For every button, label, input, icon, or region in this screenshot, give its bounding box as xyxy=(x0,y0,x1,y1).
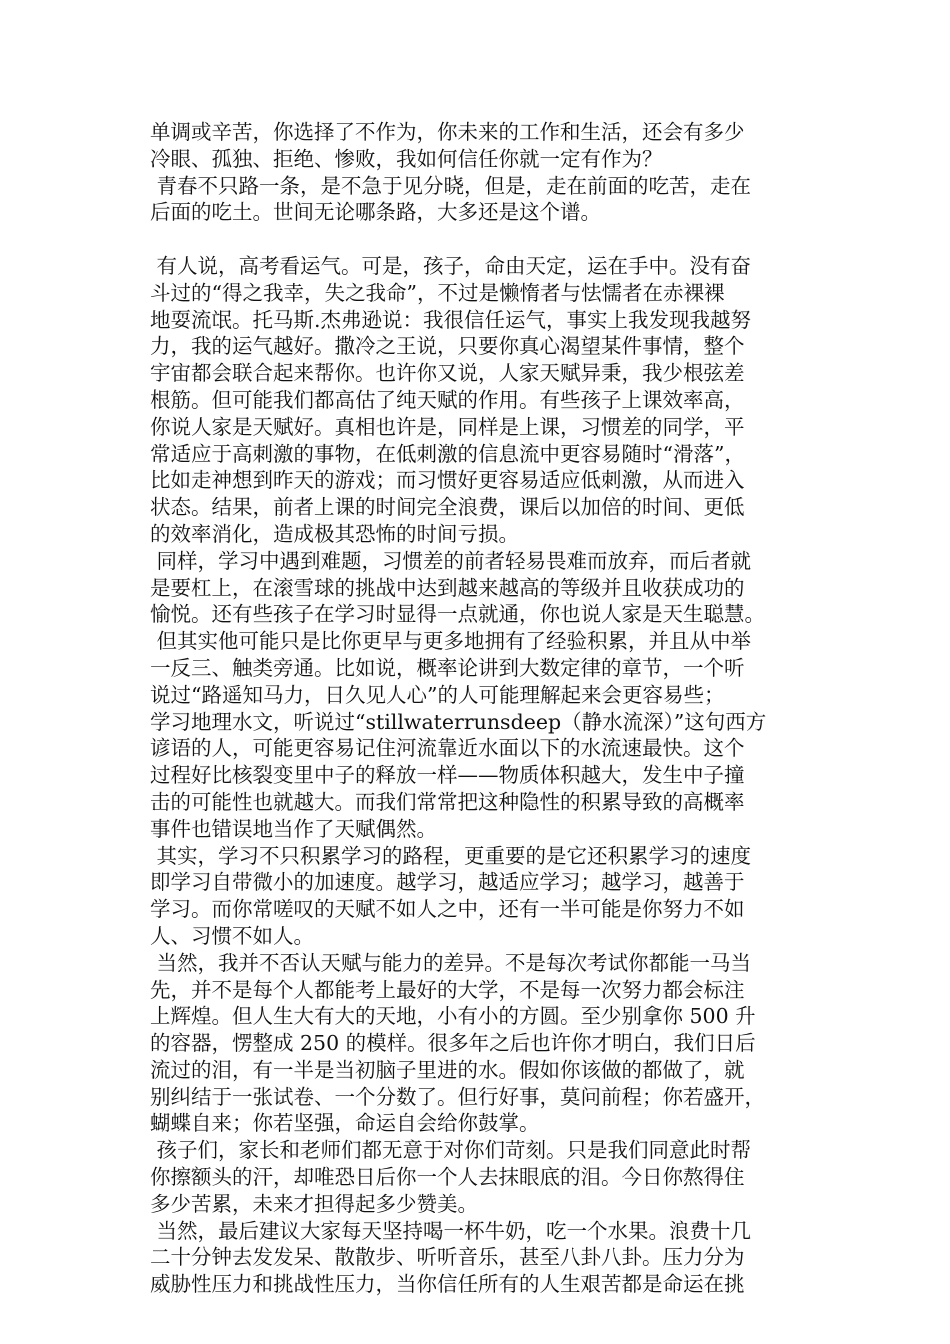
text-line: 青春不只路一条，是不急于见分晓，但是，走在前面的吃苦，走在 xyxy=(150,173,752,198)
text-line: 冷眼、孤独、拒绝、惨败，我如何信任你就一定有作为？ xyxy=(150,146,663,171)
text-line: 你擦额头的汗，却唯恐日后你一个人去抹眼底的泪。今日你熬得住 xyxy=(150,1165,745,1190)
text-line: 斗过的“得之我幸，失之我命”，不过是懒惰者与怯懦者在赤裸裸 xyxy=(150,280,725,305)
text-line: 你说人家是天赋好。真相也许是，同样是上课，习惯差的同学，平 xyxy=(150,414,745,439)
text-line: 的效率消化，造成极其恐怖的时间亏损。 xyxy=(150,521,519,546)
text-line: 学习地理水文，听说过“stillwaterrunsdeep（静水流深）”这句西方 xyxy=(150,709,767,734)
text-line: 有人说，高考看运气。可是，孩子，命由天定，运在手中。没有奋 xyxy=(150,253,752,278)
text-line: 当然，我并不否认天赋与能力的差异。不是每次考试你都能一马当 xyxy=(150,950,752,975)
text-line: 多少苦累，未来才担得起多少赞美。 xyxy=(150,1191,478,1216)
text-line: 谚语的人，可能更容易记住河流靠近水面以下的水流速最快。这个 xyxy=(150,736,745,761)
text-line: 一反三、触类旁通。比如说，概率论讲到大数定律的章节，一个听 xyxy=(150,655,745,680)
text-line: 同样，学习中遇到难题，习惯差的前者轻易畏难而放弃，而后者就 xyxy=(150,548,752,573)
text-line: 别纠结于一张试卷、一个分数了。但行好事，莫问前程；你若盛开， xyxy=(150,1084,765,1109)
text-line: 说过“路遥知马力，日久见人心”的人可能理解起来会更容易些； xyxy=(150,682,725,707)
text-line: 根筋。但可能我们都高估了纯天赋的作用。有些孩子上课效率高， xyxy=(150,387,745,412)
text-line: 过程好比核裂变里中子的释放一样——物质体积越大，发生中子撞 xyxy=(150,763,745,788)
text-line: 学习。而你常嗟叹的天赋不如人之中，还有一半可能是你努力不如 xyxy=(150,897,745,922)
text-line: 蝴蝶自来；你若坚强，命运自会给你鼓掌。 xyxy=(150,1111,540,1136)
text-line: 其实，学习不只积累学习的路程，更重要的是它还积累学习的速度 xyxy=(150,843,752,868)
text-line: 孩子们，家长和老师们都无意于对你们苛刻。只是我们同意此时帮 xyxy=(150,1138,752,1163)
text-line: 击的可能性也就越大。而我们常常把这种隐性的积累导致的高概率 xyxy=(150,789,745,814)
text-line: 愉悦。还有些孩子在学习时显得一点就通，你也说人家是天生聪慧。 xyxy=(150,602,765,627)
text-line: 事件也错误地当作了天赋偶然。 xyxy=(150,816,437,841)
text-line: 上辉煌。但人生大有大的天地，小有小的方圆。至少别拿你 500 升 xyxy=(150,1004,756,1029)
text-line: 宇宙都会联合起来帮你。也许你又说，人家天赋异秉，我少根弦差 xyxy=(150,361,745,386)
text-line: 二十分钟去发发呆、散散步、听听音乐，甚至八卦八卦。压力分为 xyxy=(150,1245,745,1270)
text-line: 单调或辛苦，你选择了不作为，你未来的工作和生活，还会有多少 xyxy=(150,120,745,144)
text-line: 比如走神想到昨天的游戏；而习惯好更容易适应低刺激，从而进入 xyxy=(150,468,745,493)
text-line: 流过的泪，有一半是当初脑子里进的水。假如你该做的都做了，就 xyxy=(150,1057,745,1082)
text-line: 后面的吃土。世间无论哪条路，大多还是这个谱。 xyxy=(150,200,601,225)
text-line: 当然，最后建议大家每天坚持喝一杯牛奶，吃一个水果。浪费十几 xyxy=(150,1218,752,1243)
text-line: 是要杠上，在滚雪球的挑战中达到越来越高的等级并且收获成功的 xyxy=(150,575,745,600)
text-line: 先，并不是每个人都能考上最好的大学，不是每一次努力都会标注 xyxy=(150,977,745,1002)
text-line: 地耍流氓。托马斯.杰弗逊说：我很信任运气，事实上我发现我越努 xyxy=(150,307,752,332)
text-line: 人、习惯不如人。 xyxy=(150,923,314,948)
text-line: 的容器，愣整成 250 的模样。很多年之后也许你才明白，我们日后 xyxy=(150,1031,756,1056)
text-line: 常适应于高刺激的事物，在低刺激的信息流中更容易随时“滑落”， xyxy=(150,441,745,466)
text-line: 状态。结果，前者上课的时间完全浪费，课后以加倍的时间、更低 xyxy=(150,495,745,520)
blank-line xyxy=(150,226,820,253)
text-line: 力，我的运气越好。撒冷之王说，只要你真心渴望某件事情，整个 xyxy=(150,334,745,359)
text-line: 威胁性压力和挑战性压力，当你信任所有的人生艰苦都是命运在挑 xyxy=(150,1272,745,1297)
text-line: 即学习自带微小的加速度。越学习，越适应学习；越学习，越善于 xyxy=(150,870,745,895)
essay-text-block xyxy=(150,119,820,1298)
text-line: 但其实他可能只是比你更早与更多地拥有了经验积累，并且从中举 xyxy=(150,629,752,654)
